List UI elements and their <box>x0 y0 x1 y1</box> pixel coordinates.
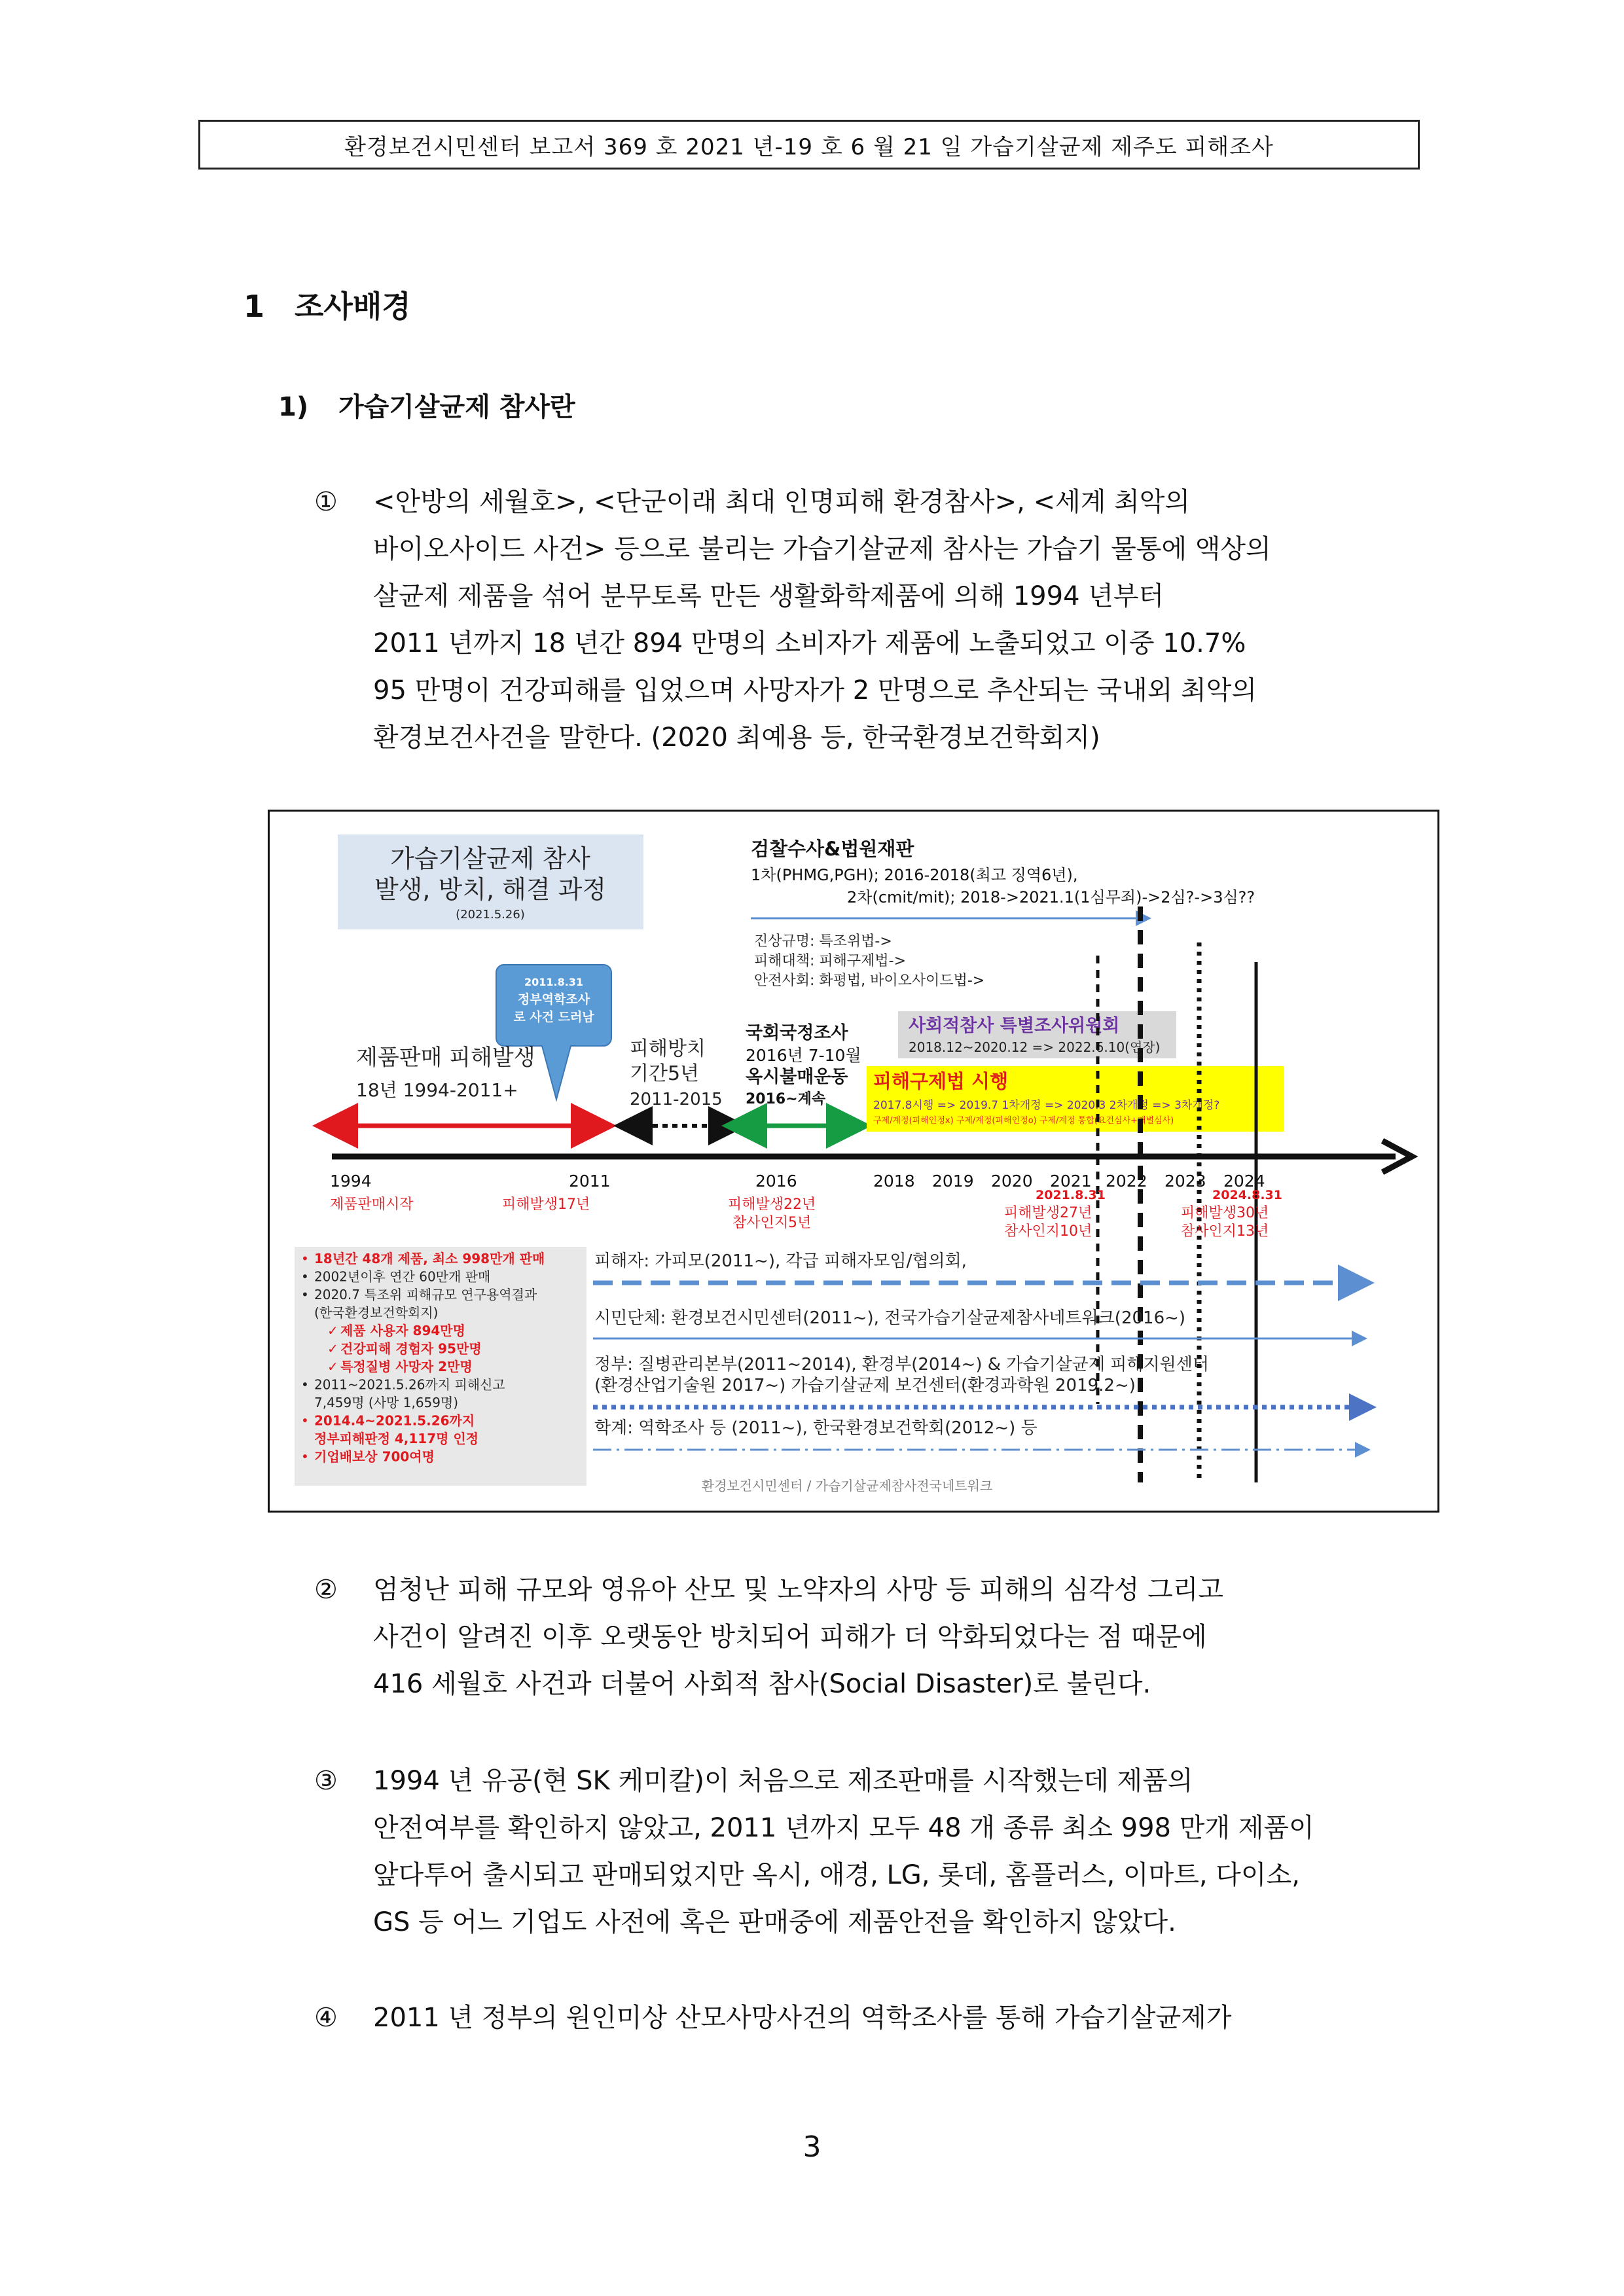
truth-items <box>754 933 984 989</box>
stats-line: 7,459명 (사망 1,659명) <box>314 1395 459 1410</box>
axis-note: 2024.8.31 <box>1212 1188 1282 1202</box>
prosecution-title: 검찰수사&법원재판 <box>751 838 914 860</box>
neglect-line1: 피해방치 <box>630 1037 706 1060</box>
paragraph-2 <box>314 1566 1440 1708</box>
stats-bullet: • <box>301 1268 309 1285</box>
relief-line2: 구제/계정(피해인정x) 구제/계정(피해인정o) 구제/계정 통합(요건심사+개별심사) <box>873 1116 1174 1126</box>
paragraph-line: 엄청난 피해 규모와 영유아 산모 및 노약자의 사망 등 피해의 심각성 그리고 <box>373 1575 1224 1605</box>
section-number: 1 <box>244 289 265 324</box>
commission-block <box>898 1011 1176 1058</box>
stats-line: 기업배보상 700여명 <box>314 1448 435 1465</box>
report-header <box>198 120 1420 170</box>
year-label: 2011 <box>569 1172 611 1191</box>
year-label: 2020 <box>991 1172 1033 1191</box>
callout-line: 로 사건 드러남 <box>513 1010 594 1024</box>
stats-line: 2020.7 특조위 피해규모 연구용역결과 <box>314 1287 537 1302</box>
year-labels <box>330 1172 1265 1191</box>
year-label: 2021 <box>1050 1172 1092 1191</box>
timeline-diagram <box>270 812 1437 1511</box>
paragraph-3 <box>314 1757 1440 1946</box>
truth-item: 안전사회: 화평법, 바이오사이드법-> <box>754 973 985 989</box>
callout-line: 2011.8.31 <box>524 976 584 988</box>
actor-label: 학계: 역학조사 등 (2011~), 한국환경보건학회(2012~) 등 <box>594 1418 1038 1438</box>
paragraph-line: 바이오사이드 사건> 등으로 불리는 가습기살균제 참사는 가습기 물통에 액상의 <box>373 534 1271 564</box>
stats-bullet: • <box>301 1376 309 1393</box>
axis-note: 피해발생30년 <box>1181 1205 1269 1221</box>
relief-title: 피해구제법 시행 <box>873 1070 1009 1092</box>
axis-note: 참사인지13년 <box>1181 1223 1269 1240</box>
paragraph-4 <box>314 1994 1440 2041</box>
figure-title-box <box>338 834 643 929</box>
subsection-title: 가습기살균제 참사란 <box>338 392 575 422</box>
axis-note: 피해발생17년 <box>502 1196 590 1213</box>
truth-item: 진상규명: 특조위법-> <box>754 933 892 950</box>
section-heading <box>244 283 411 326</box>
paragraph-line: 환경보건사건을 말한다. (2020 최예용 등, 한국환경보건학회지) <box>373 723 1100 753</box>
year-label: 2023 <box>1164 1172 1206 1191</box>
timeline-figure <box>268 810 1439 1513</box>
paragraph-line: 앞다투어 출시되고 판매되었지만 옥시, 애경, LG, 롯데, 홈플러스, 이마트, 다이소, <box>373 1860 1300 1890</box>
stats-line: 18년간 48개 제품, 최소 998만개 판매 <box>314 1251 545 1266</box>
audit-line1: 국회국정조사 <box>746 1023 848 1043</box>
neglect-line3: 2011-2015 <box>630 1090 723 1109</box>
paragraph-marker: ② <box>314 1575 338 1605</box>
neglect-block <box>630 1037 728 1126</box>
actor-label: (환경산업기술원 2017~) 가습기살균제 보건센터(환경과학원 2019.2~) <box>594 1376 1136 1395</box>
actor-label: 시민단체: 환경보건시민센터(2011~), 전국가습기살균제참사네트워크(2016~) <box>594 1308 1186 1328</box>
actor-lines <box>593 1251 1363 1450</box>
stats-line: 건강피해 경험자 95만명 <box>340 1340 482 1357</box>
paragraph-line: 2011 년까지 18 년간 894 만명의 소비자가 제품에 노출되었고 이중 10.7% <box>373 628 1246 658</box>
relief-law-block <box>867 1066 1284 1132</box>
year-label: 2024 <box>1223 1172 1265 1191</box>
prosecution-line1: 1차(PHMG,PGH); 2016-2018(최고 징역6년), <box>751 866 1078 884</box>
commission-title: 사회적참사 특별조사위원회 <box>909 1016 1120 1036</box>
axis-note: 피해발생27년 <box>1004 1205 1092 1221</box>
stats-bullet: • <box>301 1448 309 1465</box>
subsection-number: 1) <box>278 392 309 422</box>
actor-label: 정부: 질병관리본부(2011~2014), 환경부(2014~) & 가습기살균제 피해지원센터 <box>594 1355 1209 1374</box>
stats-line: 제품 사용자 894만명 <box>340 1323 465 1338</box>
stats-bullet: ✓ <box>327 1323 338 1338</box>
axis-note: 제품판매시작 <box>330 1196 414 1213</box>
stats-bullet: • <box>301 1412 309 1429</box>
axis-note: 피해발생22년 <box>728 1196 816 1213</box>
year-label: 2018 <box>873 1172 915 1191</box>
paragraph-line: GS 등 어느 기업도 사전에 혹은 판매중에 제품안전을 확인하지 않았다. <box>373 1907 1176 1937</box>
figure-title-line1: 가습기살균제 참사 <box>390 844 590 873</box>
axis-note: 참사인지10년 <box>1004 1223 1092 1240</box>
paragraph-line: 1994 년 유공(현 SK 케미칼)이 처음으로 제조판매를 시작했는데 제품의 <box>373 1766 1193 1796</box>
stats-bullet: • <box>301 1251 309 1266</box>
paragraph-marker: ④ <box>314 2003 338 2033</box>
sales-period: 18년 1994-2011+ <box>356 1079 518 1101</box>
paragraph-line: <안방의 세월호>, <단군이래 최대 인명피해 환경참사>, <세계 최악의 <box>373 487 1191 517</box>
stats-bullet: • <box>301 1287 309 1302</box>
stats-line: (한국환경보건학회지) <box>314 1304 439 1321</box>
figure-credit: 환경보건시민센터 / 가습기살균제참사전국네트워크 <box>701 1478 993 1494</box>
paragraph-line: 416 세월호 사건과 더불어 사회적 참사(Social Disaster)로 불린다. <box>373 1669 1151 1699</box>
report-header-text: 환경보건시민센터 보고서 369 호 2021 년-19 호 6 월 21 일 가습기살균제 제주도 피해조사 <box>344 134 1274 160</box>
paragraph-line: 안전여부를 확인하지 않았고, 2011 년까지 모두 48 개 종류 최소 998 만개 제품이 <box>373 1813 1314 1843</box>
sales-title: 제품판매 피해발생 <box>356 1045 535 1071</box>
figure-title-line2: 발생, 방치, 해결 과정 <box>374 875 607 904</box>
section-title: 조사배경 <box>295 289 411 324</box>
figure-title-date: (2021.5.26) <box>456 908 525 922</box>
paragraph-line: 2011 년 정부의 원인미상 산모사망사건의 역학조사를 통해 가습기살균제가 <box>373 2003 1232 2033</box>
actor-label: 피해자: 가피모(2011~), 각급 피해자모임/협의회, <box>594 1251 967 1271</box>
audit-line2: 2016년 7-10월 <box>746 1046 861 1065</box>
year-label: 2016 <box>755 1172 797 1191</box>
audit-line4: 2016~계속 <box>746 1091 826 1107</box>
paragraph-line: 95 만명이 건강피해를 입었으며 사망자가 2 만명으로 추산되는 국내외 최악의 <box>373 675 1257 706</box>
audit-line3: 옥시불매운동 <box>746 1067 848 1087</box>
stats-box <box>295 1247 586 1486</box>
paragraph-1 <box>314 478 1440 761</box>
subsection-heading <box>278 386 575 423</box>
paragraph-marker: ③ <box>314 1766 338 1796</box>
prosecution-line2: 2차(cmit/mit); 2018->2021.1(1심무죄)->2심?->3심?? <box>847 888 1255 906</box>
neglect-line2: 기간5년 <box>630 1062 700 1085</box>
stats-line: 2014.4~2021.5.26까지 <box>314 1412 475 1429</box>
stats-line: 2002년이후 연간 60만개 판매 <box>314 1268 491 1285</box>
stats-bullet: ✓ <box>327 1359 338 1374</box>
audit-block <box>744 1022 861 1126</box>
stats-line: 2011~2021.5.26까지 피해신고 <box>314 1376 505 1393</box>
axis-note: 2021.8.31 <box>1036 1188 1106 1202</box>
page-number: 3 <box>803 2130 821 2164</box>
paragraph-line: 사건이 알려진 이후 오랫동안 방치되어 피해가 더 악화되었다는 점 때문에 <box>373 1622 1207 1652</box>
relief-line1: 2017.8시행 => 2019.7 1차개정 => 2020.3 2차개정 => 3차개정? <box>873 1099 1220 1112</box>
stats-line: 정부피해판정 4,117명 인정 <box>314 1431 479 1446</box>
stats-line: 특정질병 사망자 2만명 <box>340 1359 473 1374</box>
year-label: 2019 <box>932 1172 974 1191</box>
commission-dates: 2018.12~2020.12 => 2022.6.10(연장) <box>909 1039 1161 1055</box>
axis-note: 참사인지5년 <box>732 1215 812 1231</box>
year-label: 2022 <box>1106 1172 1147 1191</box>
prosecution-block <box>751 838 1255 918</box>
year-label: 1994 <box>330 1172 372 1191</box>
paragraph-marker: ① <box>314 487 338 517</box>
truth-item: 피해대책: 피해구제법-> <box>754 953 907 969</box>
callout-line: 정부역학조사 <box>517 992 590 1007</box>
paragraph-line: 살균제 제품을 섞어 분무토록 만든 생활화학제품에 의해 1994 년부터 <box>373 581 1164 611</box>
stats-bullet: ✓ <box>327 1340 338 1357</box>
